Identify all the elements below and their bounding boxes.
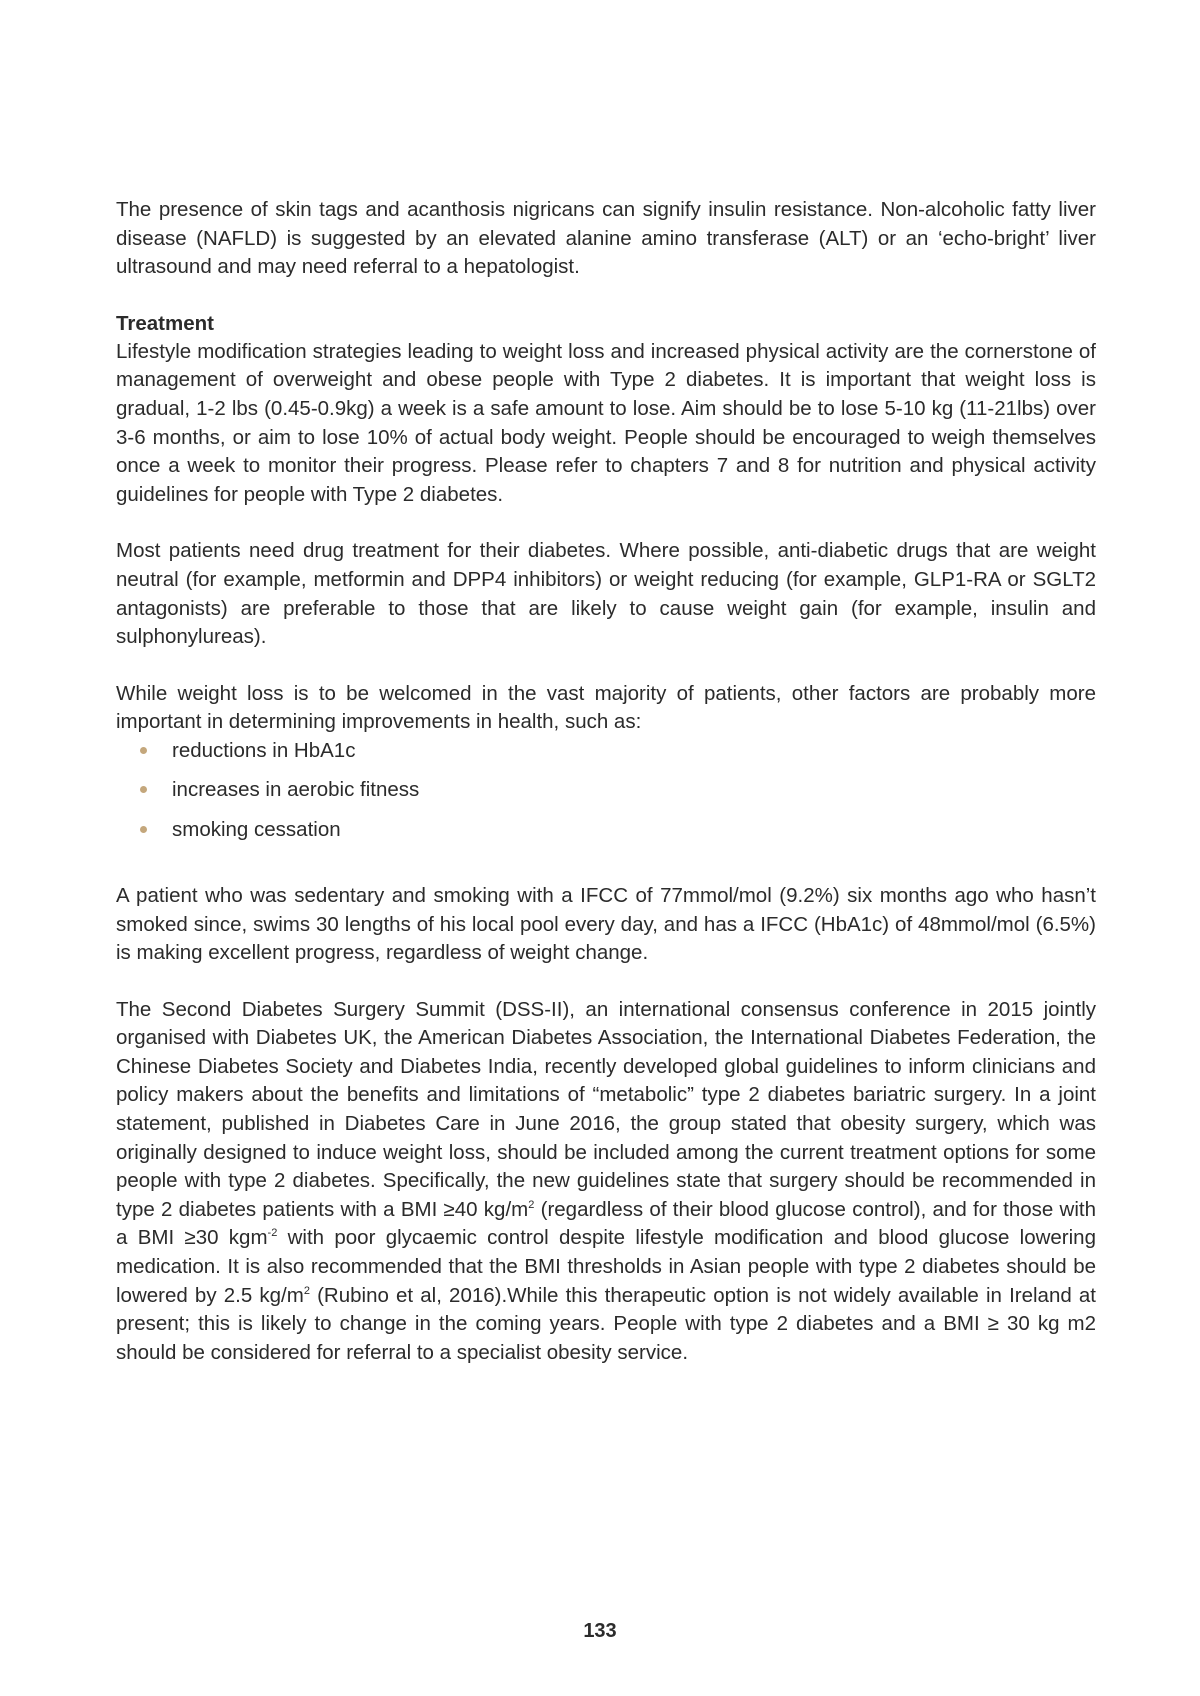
list-item [140, 816, 1096, 844]
page-body [116, 196, 1096, 1395]
surgery-text-part-1: The Second Diabetes Surgery Summit (DSS-II), an international consensus conference in 2015 jointly organised with Diabetes UK, the American Diabetes Association, the International Diabetes Federation, the Chinese Diabetes Society and Diabetes India, recently developed global guidelines to inform clinicians and policy makers about the benefits and limitations of “metabolic” type 2 diabetes bariatric surgery. In a joint statement, published in Diabetes Care in June 2016, the group stated that obesity surgery, which was originally designed to induce weight loss, should be included among the current treatment options for some people with type 2 diabetes. Specifically, the new guidelines state that surgery should be recommended in type 2 diabetes patients with a BMI ≥40 kg/m [116, 997, 1096, 1221]
paragraph-surgery-summit [116, 996, 1096, 1368]
paragraph-patient-example: A patient who was sedentary and smoking with a IFCC of 77mmol/mol (9.2%) six months ago who hasn’t smoked since, swims 30 lengths of his local pool every day, and has a IFCC (HbA1c) of 48mmol/mol (6.5%) is making excellent progress, regardless of weight change. [116, 883, 1096, 965]
surgery-text-part-3: with poor glycaemic control despite lifestyle modification and blood glucose lowering medication. It is also recommended that the BMI thresholds in Asian people with type 2 diabetes should be lowered by 2.5 kg/m [116, 1226, 1096, 1307]
bullet-list [116, 737, 1096, 844]
list-item [140, 776, 1096, 804]
list-item-text: smoking cessation [172, 817, 341, 841]
paragraph-other-factors: While weight loss is to be welcomed in the vast majority of patients, other factors are probably more important in determining improvements in health, such as: [116, 681, 1096, 734]
list-item-text: reductions in HbA1c [172, 738, 356, 762]
list-item-text: increases in aerobic fitness [172, 778, 420, 802]
surgery-text-part-2: (regardless of their blood glucose control), and for those with a BMI ≥30 kgm [116, 1197, 1096, 1250]
bullet-icon [140, 826, 147, 833]
superscript: -2 [267, 1227, 278, 1240]
treatment-heading: Treatment [116, 311, 214, 335]
superscript: 2 [528, 1198, 535, 1211]
bullet-icon [140, 747, 147, 754]
superscript: 2 [303, 1284, 310, 1297]
bullet-icon [140, 786, 147, 793]
paragraph-lifestyle-modification: Lifestyle modification strategies leading to weight loss and increased physical activity are the cornerstone of management of overweight and obese people with Type 2 diabetes. It is important that weight loss is gradual, 1-2 lbs (0.45-0.9kg) a week is a safe amount to lose. Aim should be to lose 5-10 kg (11-21lbs) over 3-6 months, or aim to lose 10% of actual body weight. People should be encouraged to weigh themselves once a week to monitor their progress. Please refer to chapters 7 and 8 for nutrition and physical activity guidelines for people with Type 2 diabetes. [116, 339, 1096, 506]
paragraph-insulin-resistance: The presence of skin tags and acanthosis nigricans can signify insulin resistance. Non-alcoholic fatty liver disease (NAFLD) is suggested by an elevated alanine amino transferase (ALT) or an ‘echo-bright’ liver ultrasound and may need referral to a hepatologist. [116, 198, 1096, 279]
paragraph-drug-treatment: Most patients need drug treatment for their diabetes. Where possible, anti-diabetic drugs that are weight neutral (for example, metformin and DPP4 inhibitors) or weight reducing (for example, GLP1-RA or SGLT2 antagonists) are preferable to those that are likely to cause weight gain (for example, insulin and sulphonylureas). [116, 539, 1096, 649]
surgery-text-part-4: (Rubino et al, 2016).While this therapeutic option is not widely available in Ireland at present; this is likely to change in the coming years. People with type 2 diabetes and a BMI ≥ 30 kg m2 should be considered for referral to a specialist obesity service. [116, 1283, 1096, 1364]
page-number: 133 [583, 1620, 617, 1642]
list-item [140, 737, 1096, 765]
